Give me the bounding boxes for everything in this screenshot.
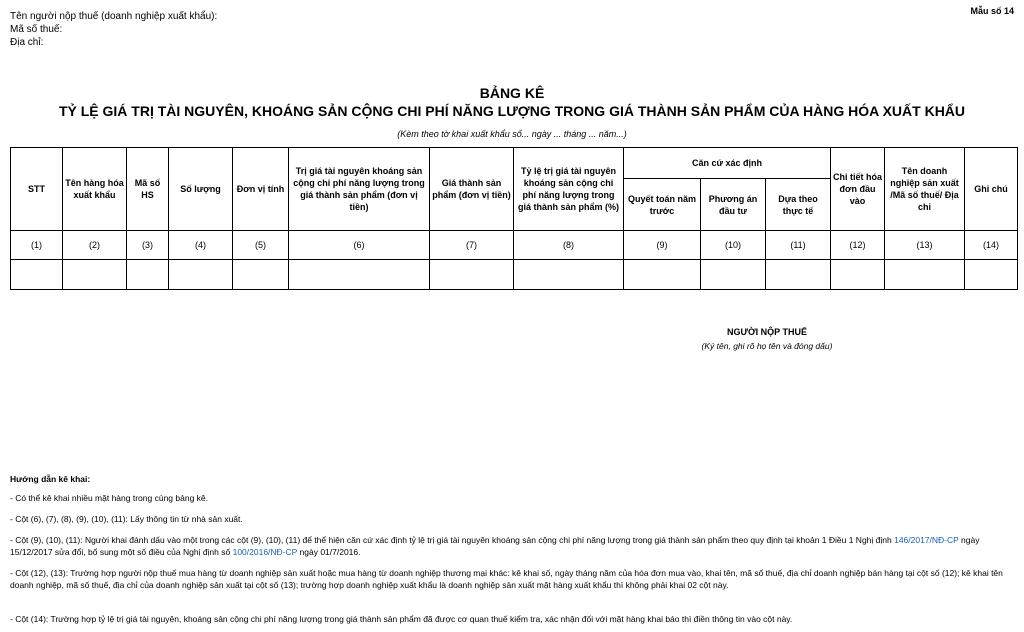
col-header-quantity: Số lượng <box>169 148 233 231</box>
col-header-hs-code: Mã số HS <box>127 148 169 231</box>
guide-item: - Có thể kê khai nhiều mặt hàng trong cùng bảng kê. <box>10 493 208 503</box>
guide-item: - Cột (12), (13): Trường hợp người nộp thuế mua hàng từ doanh nghiệp sản xuất hoặc mua hàng từ doanh nghiệp thương mại khác: kê khai số, ngày tháng năm của hóa đơn mua vào, khai tên, mã số thuế, địa chỉ doanh nghiệp bán hàng tại cột số (12); kê khai tên doanh nghiệp, mã số thuế, địa chỉ của doanh nghiệp sản xuất tại cột số (13); trường hợp doanh nghiệp xuất khẩu là doanh nghiệp sản xuất mặt hàng xuất khẩu thì không phải khai 02 cột này. <box>10 568 1003 590</box>
table-cell[interactable] <box>701 260 766 290</box>
col-header-investment-plan: Phương án đầu tư <box>701 179 766 231</box>
decree-100-link[interactable]: 100/2016/NĐ-CP <box>232 547 298 557</box>
table-cell[interactable] <box>289 260 430 290</box>
col-number: (9) <box>624 231 701 260</box>
col-number: (5) <box>233 231 289 260</box>
col-header-actual: Dựa theo thực tế <box>766 179 831 231</box>
table-cell[interactable] <box>766 260 831 290</box>
table-cell[interactable] <box>624 260 701 290</box>
col-number: (12) <box>831 231 885 260</box>
col-number: (4) <box>169 231 233 260</box>
col-number: (2) <box>63 231 127 260</box>
table-cell[interactable] <box>169 260 233 290</box>
guide-title: Hướng dẫn kê khai: <box>10 474 91 484</box>
col-number: (7) <box>430 231 514 260</box>
table-cell[interactable] <box>885 260 965 290</box>
col-header-resource-value: Trị giá tài nguyên khoáng sản cộng chi phí năng lượng trong giá thành sản phẩm (đơn vị tiền) <box>289 148 430 231</box>
col-header-manufacturer: Tên doanh nghiệp sản xuất /Mã số thuế/ Địa chỉ <box>885 148 965 231</box>
col-number: (10) <box>701 231 766 260</box>
tax-code-label: Mã số thuế: <box>10 24 63 35</box>
table-cell[interactable] <box>127 260 169 290</box>
col-number: (1) <box>11 231 63 260</box>
signer-title: NGƯỜI NỘP THUẾ <box>727 327 807 337</box>
guide-item <box>10 534 1015 558</box>
column-number-row <box>11 231 1018 260</box>
table-cell[interactable] <box>63 260 127 290</box>
col-number: (14) <box>965 231 1018 260</box>
signer-note: (Ký tên, ghi rõ họ tên và đóng dấu) <box>701 341 833 351</box>
table-cell[interactable] <box>965 260 1018 290</box>
decree-146-link[interactable]: 146/2017/NĐ-CP <box>894 535 959 545</box>
guide-item-text: ngày 15/12/2017 sửa đổi, bổ sung một số điều của Nghị định số <box>10 535 980 557</box>
document-title: BẢNG KÊ <box>479 85 545 101</box>
table-cell[interactable] <box>233 260 289 290</box>
col-header-basis: Căn cứ xác định <box>624 148 831 179</box>
col-number: (13) <box>885 231 965 260</box>
address-label: Địa chỉ: <box>10 37 44 48</box>
col-number: (6) <box>289 231 430 260</box>
col-header-unit: Đơn vị tính <box>233 148 289 231</box>
col-header-product-name: Tên hàng hóa xuất khẩu <box>63 148 127 231</box>
declaration-table <box>10 147 1018 290</box>
col-number: (3) <box>127 231 169 260</box>
form-number: Mẫu số 14 <box>970 6 1014 16</box>
guide-item: - Cột (14): Trường hợp tỷ lệ trị giá tài nguyên, khoáng sản cộng chi phí năng lượng trong giá thành sản phẩm đã được cơ quan thuế kiểm tra, xác nhận đối với mặt hàng khai báo thì điền thông tin vào cột này. <box>10 614 793 624</box>
col-header-notes: Ghi chú <box>965 148 1018 231</box>
guide-item: - Cột (6), (7), (8), (9), (10), (11): Lấy thông tin từ nhà sản xuất. <box>10 514 243 524</box>
col-header-stt: STT <box>11 148 63 231</box>
guide-item-text: ngày 01/7/2016. <box>297 547 361 557</box>
col-header-last-year: Quyết toán năm trước <box>624 179 701 231</box>
guide-item-text: - Cột (9), (10), (11): Người khai đánh dấu vào một trong các cột (9), (10), (11) để thể hiện căn cứ xác định tỷ lệ trị giá tài nguyên khoáng sản cộng chi phí năng lượng trong giá thành sản phẩm theo quy định tại khoản 1 Điều 1 Nghị định <box>10 535 895 545</box>
col-header-product-cost: Giá thành sản phẩm (đơn vị tiền) <box>430 148 514 231</box>
table-cell[interactable] <box>11 260 63 290</box>
col-number: (8) <box>514 231 624 260</box>
table-cell[interactable] <box>430 260 514 290</box>
empty-data-row <box>11 260 1018 290</box>
table-cell[interactable] <box>514 260 624 290</box>
taxpayer-name-label: Tên người nộp thuế (doanh nghiệp xuất khẩu): <box>10 11 218 22</box>
table-cell[interactable] <box>831 260 885 290</box>
header-row-1 <box>11 148 1018 179</box>
attachment-note: (Kèm theo tờ khai xuất khẩu số... ngày ... tháng ... năm...) <box>397 129 627 139</box>
col-header-invoice-detail: Chi tiết hóa đơn đầu vào <box>831 148 885 231</box>
col-number: (11) <box>766 231 831 260</box>
document-subtitle: TỶ LỆ GIÁ TRỊ TÀI NGUYÊN, KHOÁNG SẢN CỘNG CHI PHÍ NĂNG LƯỢNG TRONG GIÁ THÀNH SẢN PHẨM CỦA HÀNG HÓA XUẤT KHẨU <box>58 103 966 119</box>
col-header-ratio: Tỷ lệ trị giá tài nguyên khoáng sản cộng chi phí năng lượng trong giá thành sản phẩm (%) <box>514 148 624 231</box>
